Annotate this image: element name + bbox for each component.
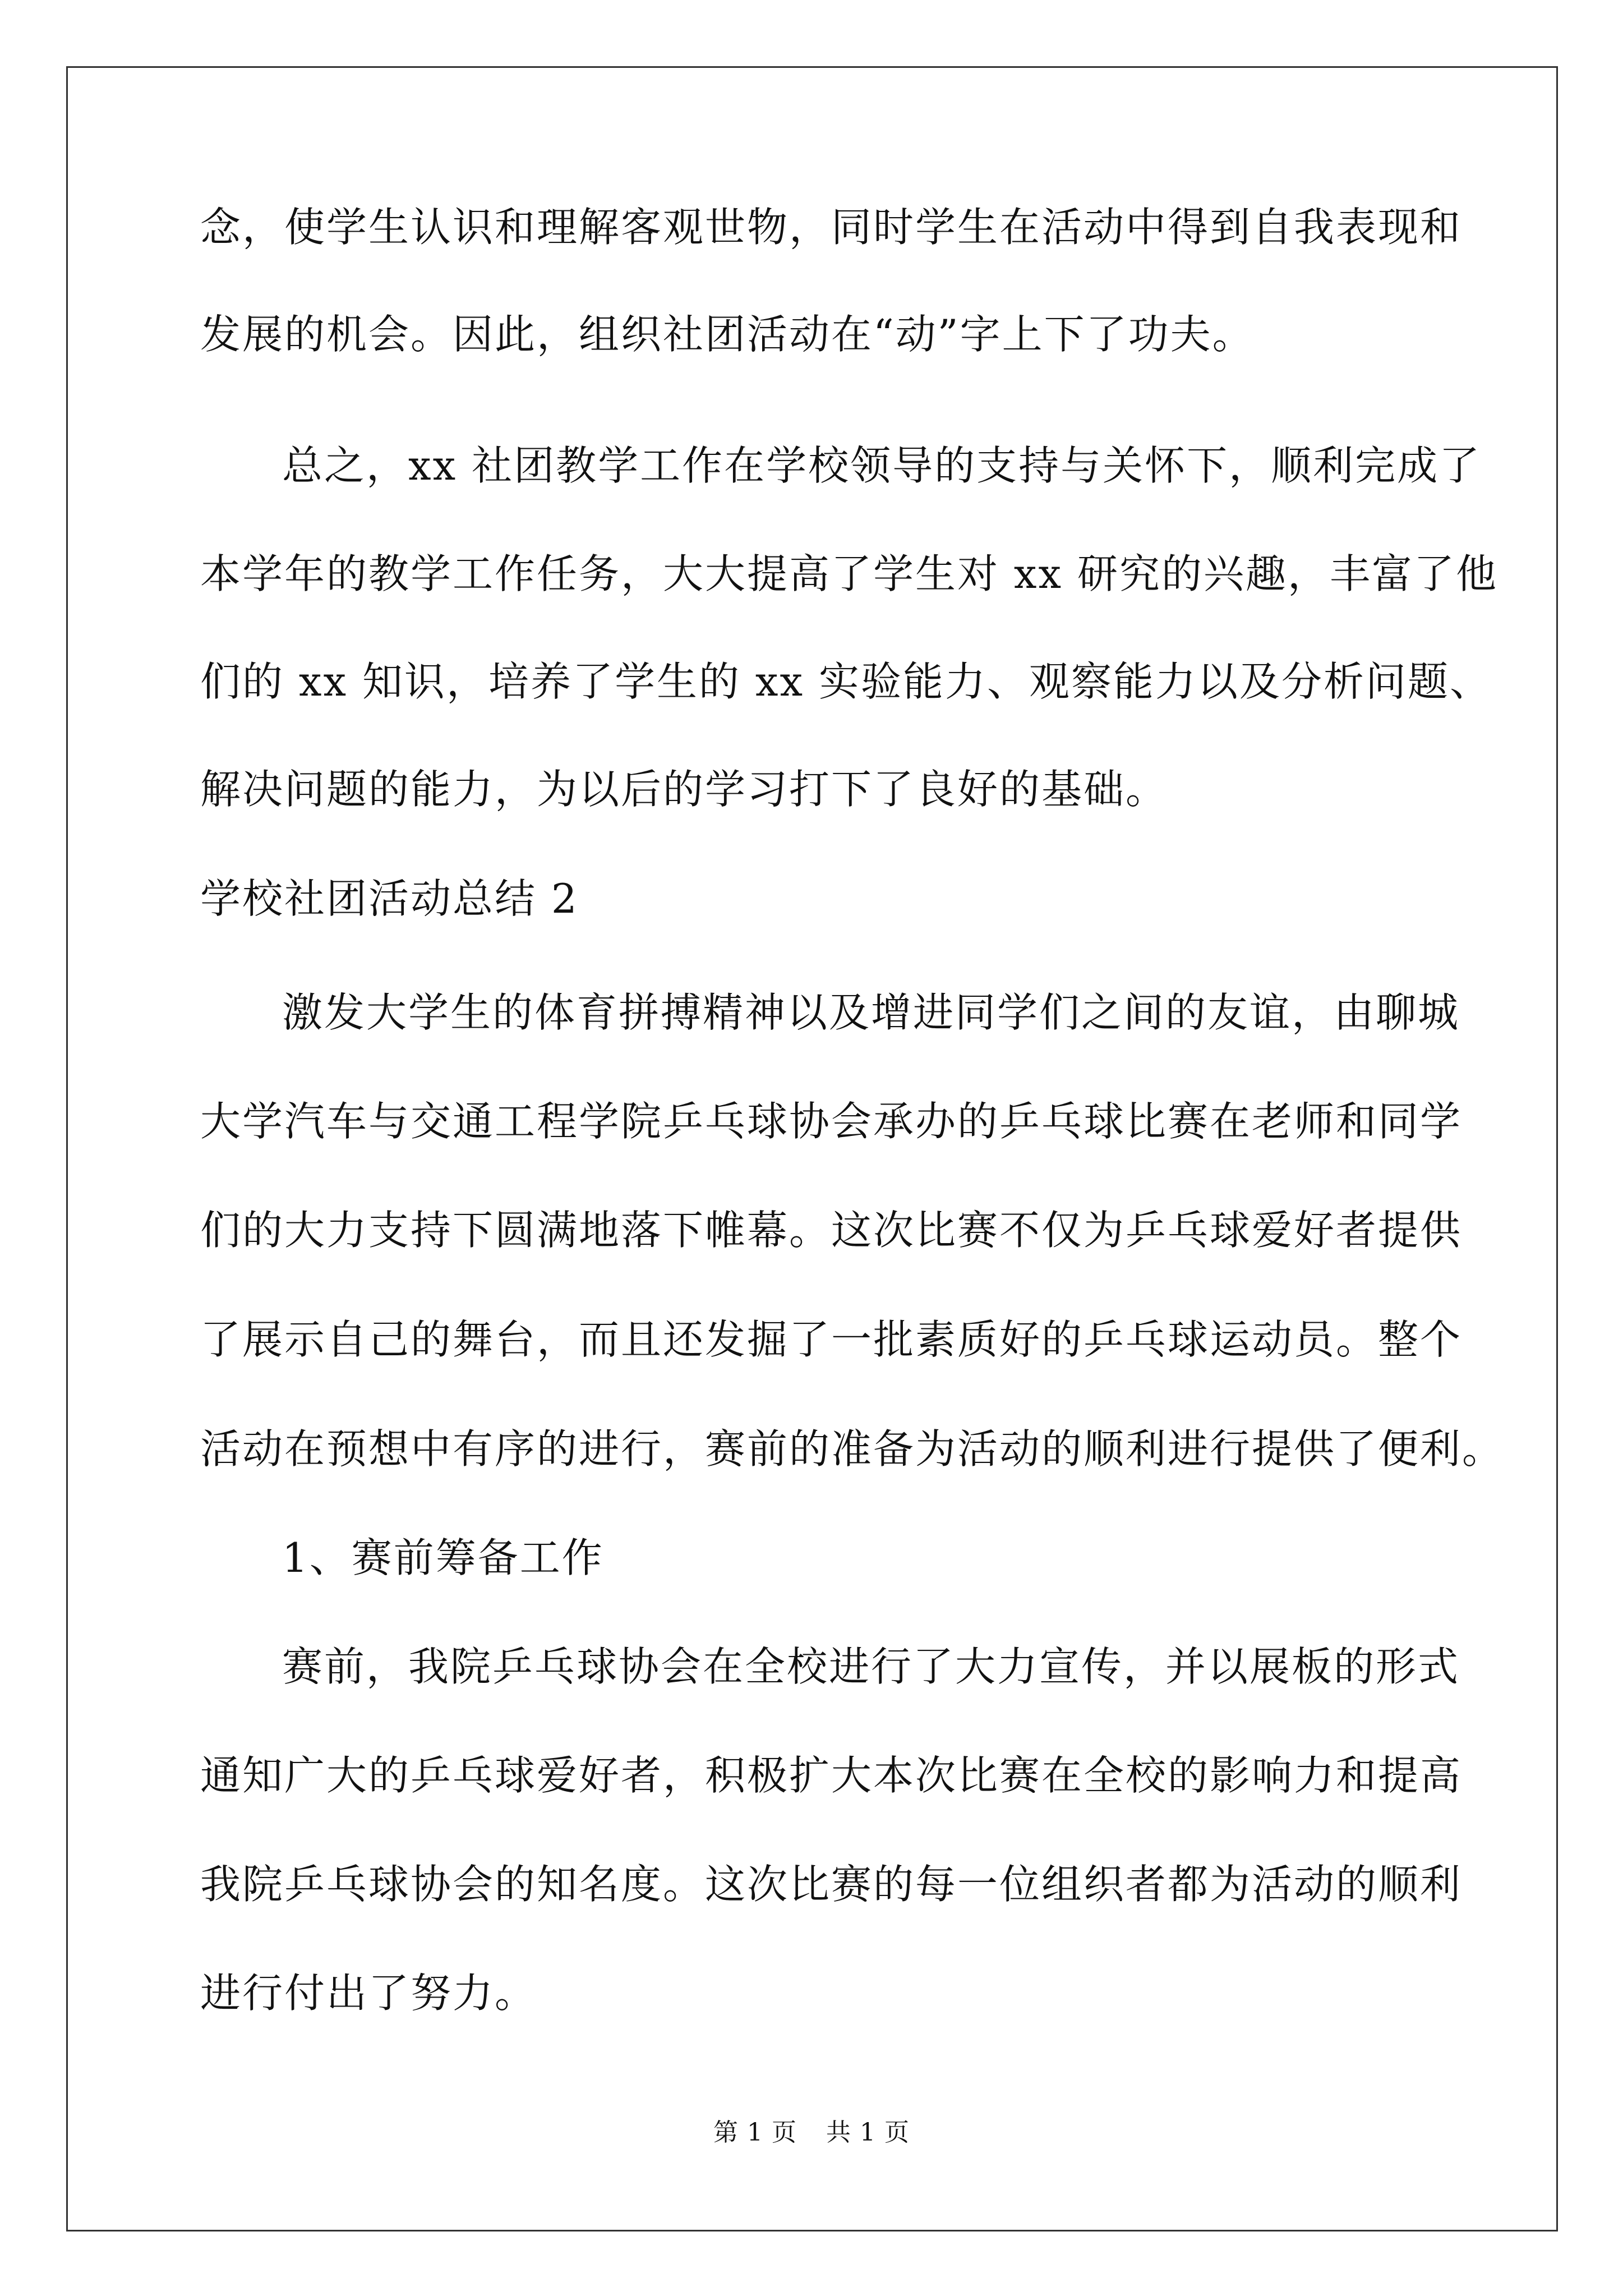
text-line: 本学年的教学工作任务，大大提高了学生对 xx 研究的兴趣，丰富了他	[200, 550, 1498, 597]
text-line: 进行付出了努力。	[200, 1970, 537, 2017]
text-line: 通知广大的乒乓球爱好者，积极扩大本次比赛在全校的影响力和提高	[200, 1752, 1463, 1799]
text-line: 解决问题的能力，为以后的学习打下了良好的基础。	[200, 766, 1168, 813]
text-line: 大学汽车与交通工程学院乒乓球协会承办的乒乓球比赛在老师和同学	[200, 1098, 1463, 1145]
text-line: 念，使学生认识和理解客观世物，同时学生在活动中得到自我表现和	[200, 204, 1463, 251]
text-line: 发展的机会。因此，组织社团活动在“动”字上下了功夫。	[200, 311, 1255, 358]
paragraph-first-line: 赛前，我院乒乓球协会在全校进行了大力宣传，并以展板的形式	[282, 1643, 1460, 1690]
text-line: 们的大力支持下圆满地落下帷幕。这次比赛不仅为乒乓球爱好者提供	[200, 1207, 1463, 1254]
subsection-heading: 1、赛前筹备工作	[282, 1534, 604, 1581]
text-line: 我院乒乓球协会的知名度。这次比赛的每一位组织者都为活动的顺利	[200, 1861, 1463, 1908]
page-number: 第 1 页	[713, 2118, 797, 2147]
text-line: 们的 xx 知识，培养了学生的 xx 实验能力、观察能力以及分析问题、	[200, 658, 1492, 705]
paragraph-first-line: 总之，xx 社团教学工作在学校领导的支持与关怀下，顺利完成了	[282, 442, 1482, 489]
text-line: 了展示自己的舞台，而且还发掘了一批素质好的乒乓球运动员。整个	[200, 1316, 1463, 1363]
text-line: 活动在预想中有序的进行，赛前的准备为活动的顺利进行提供了便利。	[200, 1425, 1505, 1473]
section-heading: 学校社团活动总结 2	[200, 875, 579, 922]
paragraph-first-line: 激发大学生的体育拼搏精神以及增进同学们之间的友谊，由聊城	[282, 989, 1460, 1036]
page-footer	[0, 2116, 1623, 2150]
page-total: 共 1 页	[826, 2118, 910, 2147]
